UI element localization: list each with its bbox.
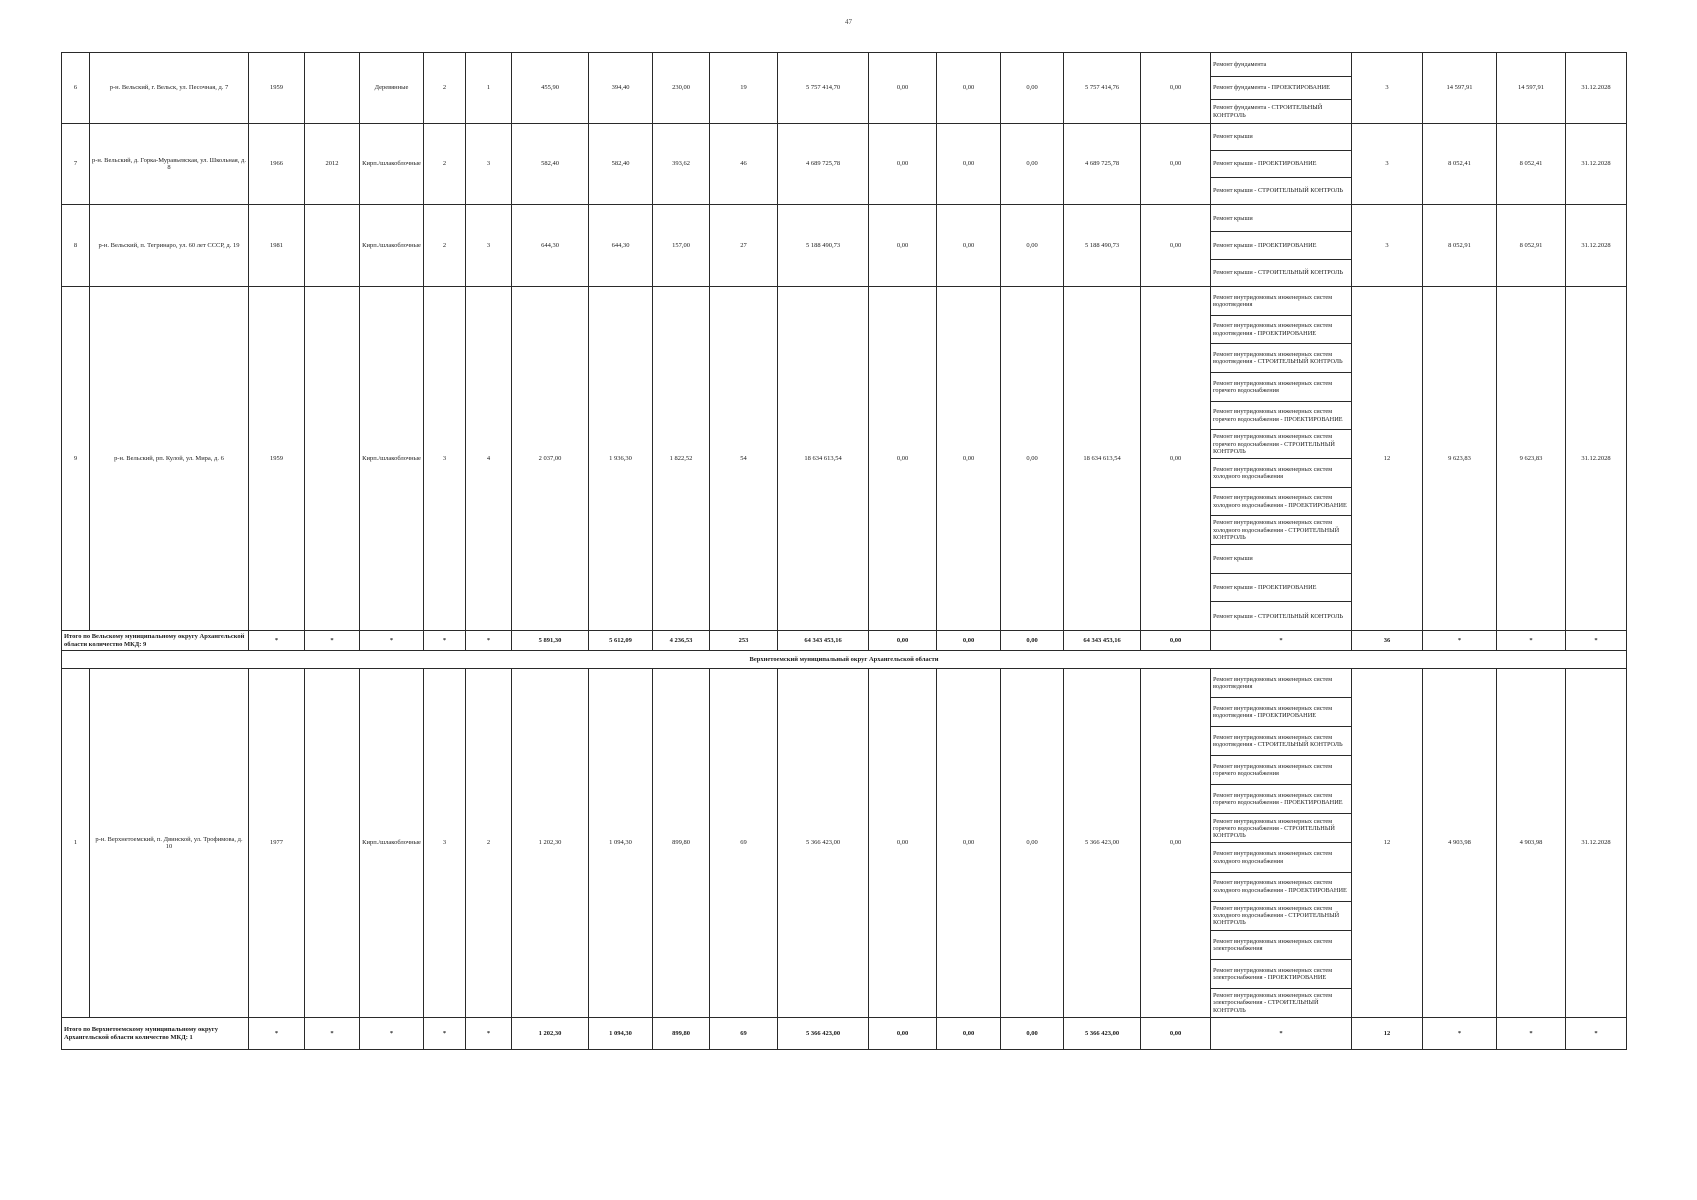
- work-type-item: Ремонт внутридомовых инженерных систем электроснабжения - СТРОИТЕЛЬНЫЙ КОНТРОЛЬ: [1213, 992, 1333, 1014]
- cell-area-total: 644,30: [512, 205, 589, 287]
- star-cell: *: [305, 1018, 360, 1050]
- work-type-item: Ремонт внутридомовых инженерных систем горячего водоснабжения - ПРОЕКТИРОВАНИЕ: [1211, 402, 1351, 431]
- work-type-item: Ремонт внутридомовых инженерных систем холодного водоснабжения: [1211, 843, 1351, 872]
- cell-walls: Кирп./шлакоблочные: [360, 669, 424, 1018]
- section-row: [62, 651, 1627, 669]
- cell-people: 19: [710, 53, 778, 124]
- cell-owners: 5 757 414,76: [1064, 53, 1141, 124]
- work-type-item: Ремонт внутридомовых инженерных систем водоотведения - ПРОЕКТИРОВАНИЕ: [1211, 316, 1351, 345]
- cell-addr: р-н. Вельский, д. Горка-Муравьевская, ул. Школьная, д. 8: [90, 124, 249, 205]
- work-type-item: Ремонт внутридомовых инженерных систем горячего водоснабжения: [1211, 373, 1351, 402]
- cell-addr: р-н. Вельский, п. Тегринаро, ул. 60 лет СССР, д. 19: [90, 205, 249, 287]
- cell-cost-total: 18 634 613,54: [778, 287, 869, 631]
- cell-deadline: 31.12.2028: [1566, 669, 1627, 1018]
- work-type-item: Ремонт внутридомовых инженерных систем горячего водоснабжения: [1211, 756, 1351, 785]
- cell-area-total: 1 202,30: [512, 669, 589, 1018]
- work-type-item: Ремонт внутридомовых инженерных систем холодного водоснабжения - СТРОИТЕЛЬНЫЙ КОНТРОЛЬ: [1211, 902, 1351, 931]
- cell-floors: 2: [424, 53, 466, 124]
- cell-area-own: 899,80: [653, 669, 710, 1018]
- cell-budget-loc: 0,00: [1001, 205, 1064, 287]
- cell-people: 27: [710, 205, 778, 287]
- cell-deadline: 31.12.2028: [1566, 205, 1627, 287]
- cell-deadline: 31.12.2028: [1566, 124, 1627, 205]
- cell-floors: 2: [424, 205, 466, 287]
- cell-budget-loc: 0,00: [1001, 287, 1064, 631]
- total-area-res: 5 612,09: [589, 631, 653, 651]
- cell-walls: Деревянные: [360, 53, 424, 124]
- house-row: [62, 205, 1627, 287]
- work-type-item: Ремонт крыши - ПРОЕКТИРОВАНИЕ: [1211, 151, 1351, 178]
- total-budget-loc: 0,00: [1001, 1018, 1064, 1050]
- cell-max-cost: 4 903,98: [1497, 669, 1566, 1018]
- star-cell: *: [1211, 631, 1352, 651]
- work-type-item: Ремонт внутридомовых инженерных систем горячего водоснабжения - СТРОИТЕЛЬНЫЙ КОНТРОЛЬ: [1211, 430, 1351, 459]
- cell-works-count: 3: [1352, 205, 1423, 287]
- total-works-count: 12: [1352, 1018, 1423, 1050]
- total-budget-loc: 0,00: [1001, 631, 1064, 651]
- cell-owners: 5 188 490,73: [1064, 205, 1141, 287]
- cell-walls: Кирп./шлакоблочные: [360, 287, 424, 631]
- work-type-item: Ремонт крыши - СТРОИТЕЛЬНЫЙ КОНТРОЛЬ: [1213, 612, 1344, 620]
- page-number: 47: [845, 18, 852, 26]
- total-owners: 64 343 453,16: [1064, 631, 1141, 651]
- cell-area-res: 1 094,30: [589, 669, 653, 1018]
- cell-area-total: 455,90: [512, 53, 589, 124]
- star-cell: *: [1497, 1018, 1566, 1050]
- cell-addr: р-н. Верхнетоемский, п. Двинской, ул. Трофимова, д. 10: [90, 669, 249, 1018]
- cell-max-cost: 14 597,91: [1497, 53, 1566, 124]
- cell-other: 0,00: [1141, 669, 1211, 1018]
- total-area-total: 1 202,30: [512, 1018, 589, 1050]
- total-area-total: 5 891,30: [512, 631, 589, 651]
- star-cell: *: [466, 1018, 512, 1050]
- cell-fund: 0,00: [869, 53, 937, 124]
- work-type-item: Ремонт внутридомовых инженерных систем водоотведения - СТРОИТЕЛЬНЫЙ КОНТРОЛЬ: [1211, 344, 1351, 373]
- cell-area-own: 393,62: [653, 124, 710, 205]
- star-cell: *: [1423, 1018, 1497, 1050]
- cell-walls: Кирп./шлакоблочные: [360, 124, 424, 205]
- star-cell: *: [249, 1018, 305, 1050]
- total-area-own: 899,80: [653, 1018, 710, 1050]
- total-people: 253: [710, 631, 778, 651]
- work-type-item: Ремонт крыши - ПРОЕКТИРОВАНИЕ: [1211, 232, 1351, 259]
- cell-people: 46: [710, 124, 778, 205]
- star-cell: *: [1497, 631, 1566, 651]
- cell-budget-reg: 0,00: [937, 669, 1001, 1018]
- cell-addr: р-н. Вельский, рп. Кулой, ул. Мира, д. 6: [90, 287, 249, 631]
- cell-year2: [305, 205, 360, 287]
- cell-deadline: 31.12.2028: [1566, 53, 1627, 124]
- cell-works-count: 3: [1352, 53, 1423, 124]
- work-type-item: Ремонт внутридомовых инженерных систем водоотведения - ПРОЕКТИРОВАНИЕ: [1211, 698, 1351, 727]
- total-other: 0,00: [1141, 631, 1211, 651]
- cell-budget-reg: 0,00: [937, 124, 1001, 205]
- cell-cost-total: 5 366 423,00: [778, 669, 869, 1018]
- cell-works-count: 12: [1352, 287, 1423, 631]
- cell-budget-reg: 0,00: [937, 205, 1001, 287]
- work-types-cell: [1211, 53, 1352, 124]
- cell-area-res: 1 936,30: [589, 287, 653, 631]
- cell-year2: [305, 287, 360, 631]
- work-type-item: Ремонт внутридомовых инженерных систем водоотведения: [1211, 287, 1351, 316]
- cell-other: 0,00: [1141, 124, 1211, 205]
- cell-entr: 1: [466, 53, 512, 124]
- cell-people: 54: [710, 287, 778, 631]
- cell-other: 0,00: [1141, 53, 1211, 124]
- work-type-item: Ремонт внутридомовых инженерных систем холодного водоснабжения - СТРОИТЕЛЬНЫЙ КОНТРОЛЬ: [1211, 516, 1351, 545]
- work-types-cell: [1211, 124, 1352, 205]
- cell-unit-cost: 8 052,41: [1423, 124, 1497, 205]
- cell-cost-total: 4 689 725,78: [778, 124, 869, 205]
- cell-year: 1977: [249, 669, 305, 1018]
- house-row: [62, 669, 1627, 1018]
- cell-people: 69: [710, 669, 778, 1018]
- total-cost-total: 5 366 423,00: [778, 1018, 869, 1050]
- cell-n: 8: [62, 205, 90, 287]
- cell-year2: [305, 669, 360, 1018]
- cell-works-count: 12: [1352, 669, 1423, 1018]
- star-cell: *: [1211, 1018, 1352, 1050]
- work-type-item: Ремонт внутридомовых инженерных систем холодного водоснабжения: [1211, 459, 1351, 488]
- register-body: [62, 53, 1627, 1050]
- star-cell: *: [360, 631, 424, 651]
- cell-fund: 0,00: [869, 205, 937, 287]
- work-type-item: Ремонт крыши - СТРОИТЕЛЬНЫЙ КОНТРОЛЬ: [1213, 187, 1344, 195]
- cell-unit-cost: 14 597,91: [1423, 53, 1497, 124]
- cell-unit-cost: 9 623,83: [1423, 287, 1497, 631]
- work-type-item: Ремонт внутридомовых инженерных систем горячего водоснабжения - СТРОИТЕЛЬНЫЙ КОНТРОЛЬ: [1211, 814, 1351, 843]
- work-type-item: Ремонт внутридомовых инженерных систем электроснабжения - ПРОЕКТИРОВАНИЕ: [1211, 960, 1351, 989]
- cell-max-cost: 8 052,41: [1497, 124, 1566, 205]
- cell-entr: 3: [466, 205, 512, 287]
- work-type-item: Ремонт внутридомовых инженерных систем водоотведения: [1211, 669, 1351, 698]
- work-type-item: Ремонт внутридомовых инженерных систем холодного водоснабжения - ПРОЕКТИРОВАНИЕ: [1211, 873, 1351, 902]
- total-area-own: 4 236,53: [653, 631, 710, 651]
- cell-area-total: 582,40: [512, 124, 589, 205]
- star-cell: *: [1566, 631, 1627, 651]
- cell-fund: 0,00: [869, 669, 937, 1018]
- cell-max-cost: 9 623,83: [1497, 287, 1566, 631]
- total-row: [62, 631, 1627, 651]
- cell-year: 1981: [249, 205, 305, 287]
- cell-cost-total: 5 188 490,73: [778, 205, 869, 287]
- cell-owners: 4 689 725,78: [1064, 124, 1141, 205]
- work-type-item: Ремонт фундамента - ПРОЕКТИРОВАНИЕ: [1211, 77, 1351, 101]
- cell-year: 1959: [249, 53, 305, 124]
- capital-repair-register-table: [61, 52, 1627, 1050]
- cell-floors: 3: [424, 287, 466, 631]
- total-other: 0,00: [1141, 1018, 1211, 1050]
- cell-fund: 0,00: [869, 124, 937, 205]
- work-types-cell: [1211, 287, 1352, 631]
- cell-budget-reg: 0,00: [937, 53, 1001, 124]
- work-type-item: Ремонт внутридомовых инженерных систем холодного водоснабжения - ПРОЕКТИРОВАНИЕ: [1211, 488, 1351, 517]
- cell-area-own: 157,00: [653, 205, 710, 287]
- total-people: 69: [710, 1018, 778, 1050]
- work-type-item: Ремонт крыши - ПРОЕКТИРОВАНИЕ: [1211, 574, 1351, 603]
- star-cell: *: [424, 631, 466, 651]
- total-works-count: 36: [1352, 631, 1423, 651]
- cell-floors: 2: [424, 124, 466, 205]
- total-row: [62, 1018, 1627, 1050]
- cell-max-cost: 8 052,91: [1497, 205, 1566, 287]
- cell-budget-reg: 0,00: [937, 287, 1001, 631]
- work-types-cell: [1211, 669, 1352, 1018]
- section-title: Верхнетоемский муниципальный округ Архангельской области: [62, 651, 1627, 669]
- cell-works-count: 3: [1352, 124, 1423, 205]
- work-type-item: Ремонт крыши: [1211, 124, 1351, 151]
- total-budget-reg: 0,00: [937, 631, 1001, 651]
- cell-area-res: 394,40: [589, 53, 653, 124]
- total-fund: 0,00: [869, 631, 937, 651]
- house-row: [62, 53, 1627, 124]
- cell-area-res: 582,40: [589, 124, 653, 205]
- work-types-cell: [1211, 205, 1352, 287]
- cell-entr: 4: [466, 287, 512, 631]
- star-cell: *: [1423, 631, 1497, 651]
- star-cell: *: [305, 631, 360, 651]
- cell-entr: 3: [466, 124, 512, 205]
- cell-entr: 2: [466, 669, 512, 1018]
- total-label: Итого по Вельскому муниципальному округу Архангельской области количество МКД: 9: [62, 631, 249, 651]
- work-type-item: Ремонт внутридомовых инженерных систем горячего водоснабжения - ПРОЕКТИРОВАНИЕ: [1211, 785, 1351, 814]
- cell-year2: [305, 53, 360, 124]
- cell-other: 0,00: [1141, 205, 1211, 287]
- cell-n: 6: [62, 53, 90, 124]
- cell-year2: 2012: [305, 124, 360, 205]
- house-row: [62, 287, 1627, 631]
- cell-budget-loc: 0,00: [1001, 53, 1064, 124]
- star-cell: *: [249, 631, 305, 651]
- work-type-item: Ремонт крыши: [1211, 545, 1351, 574]
- cell-owners: 18 634 613,54: [1064, 287, 1141, 631]
- total-cost-total: 64 343 453,16: [778, 631, 869, 651]
- work-type-item: Ремонт крыши - СТРОИТЕЛЬНЫЙ КОНТРОЛЬ: [1213, 269, 1344, 277]
- cell-cost-total: 5 757 414,70: [778, 53, 869, 124]
- star-cell: *: [466, 631, 512, 651]
- total-label: Итого по Верхнетоемскому муниципальному округу Архангельской области количество МКД: 1: [62, 1018, 249, 1050]
- cell-deadline: 31.12.2028: [1566, 287, 1627, 631]
- work-type-item: Ремонт фундамента - СТРОИТЕЛЬНЫЙ КОНТРОЛЬ: [1213, 104, 1323, 119]
- cell-budget-loc: 0,00: [1001, 124, 1064, 205]
- house-row: [62, 124, 1627, 205]
- cell-unit-cost: 8 052,91: [1423, 205, 1497, 287]
- work-type-item: Ремонт внутридомовых инженерных систем электроснабжения: [1211, 931, 1351, 960]
- cell-area-total: 2 037,00: [512, 287, 589, 631]
- cell-year: 1966: [249, 124, 305, 205]
- total-area-res: 1 094,30: [589, 1018, 653, 1050]
- cell-n: 1: [62, 669, 90, 1018]
- total-fund: 0,00: [869, 1018, 937, 1050]
- star-cell: *: [1566, 1018, 1627, 1050]
- cell-unit-cost: 4 903,98: [1423, 669, 1497, 1018]
- cell-n: 9: [62, 287, 90, 631]
- cell-other: 0,00: [1141, 287, 1211, 631]
- total-budget-reg: 0,00: [937, 1018, 1001, 1050]
- work-type-item: Ремонт фундамента: [1211, 53, 1351, 77]
- cell-floors: 3: [424, 669, 466, 1018]
- cell-area-own: 230,00: [653, 53, 710, 124]
- cell-fund: 0,00: [869, 287, 937, 631]
- work-type-item: Ремонт крыши: [1211, 205, 1351, 232]
- star-cell: *: [424, 1018, 466, 1050]
- cell-owners: 5 366 423,00: [1064, 669, 1141, 1018]
- cell-area-res: 644,30: [589, 205, 653, 287]
- cell-area-own: 1 822,52: [653, 287, 710, 631]
- star-cell: *: [360, 1018, 424, 1050]
- cell-budget-loc: 0,00: [1001, 669, 1064, 1018]
- work-type-item: Ремонт внутридомовых инженерных систем водоотведения - СТРОИТЕЛЬНЫЙ КОНТРОЛЬ: [1211, 727, 1351, 756]
- total-owners: 5 366 423,00: [1064, 1018, 1141, 1050]
- cell-year: 1959: [249, 287, 305, 631]
- cell-walls: Кирп./шлакоблочные: [360, 205, 424, 287]
- cell-addr: р-н. Вельский, г. Вельск, ул. Песочная, д. 7: [90, 53, 249, 124]
- cell-n: 7: [62, 124, 90, 205]
